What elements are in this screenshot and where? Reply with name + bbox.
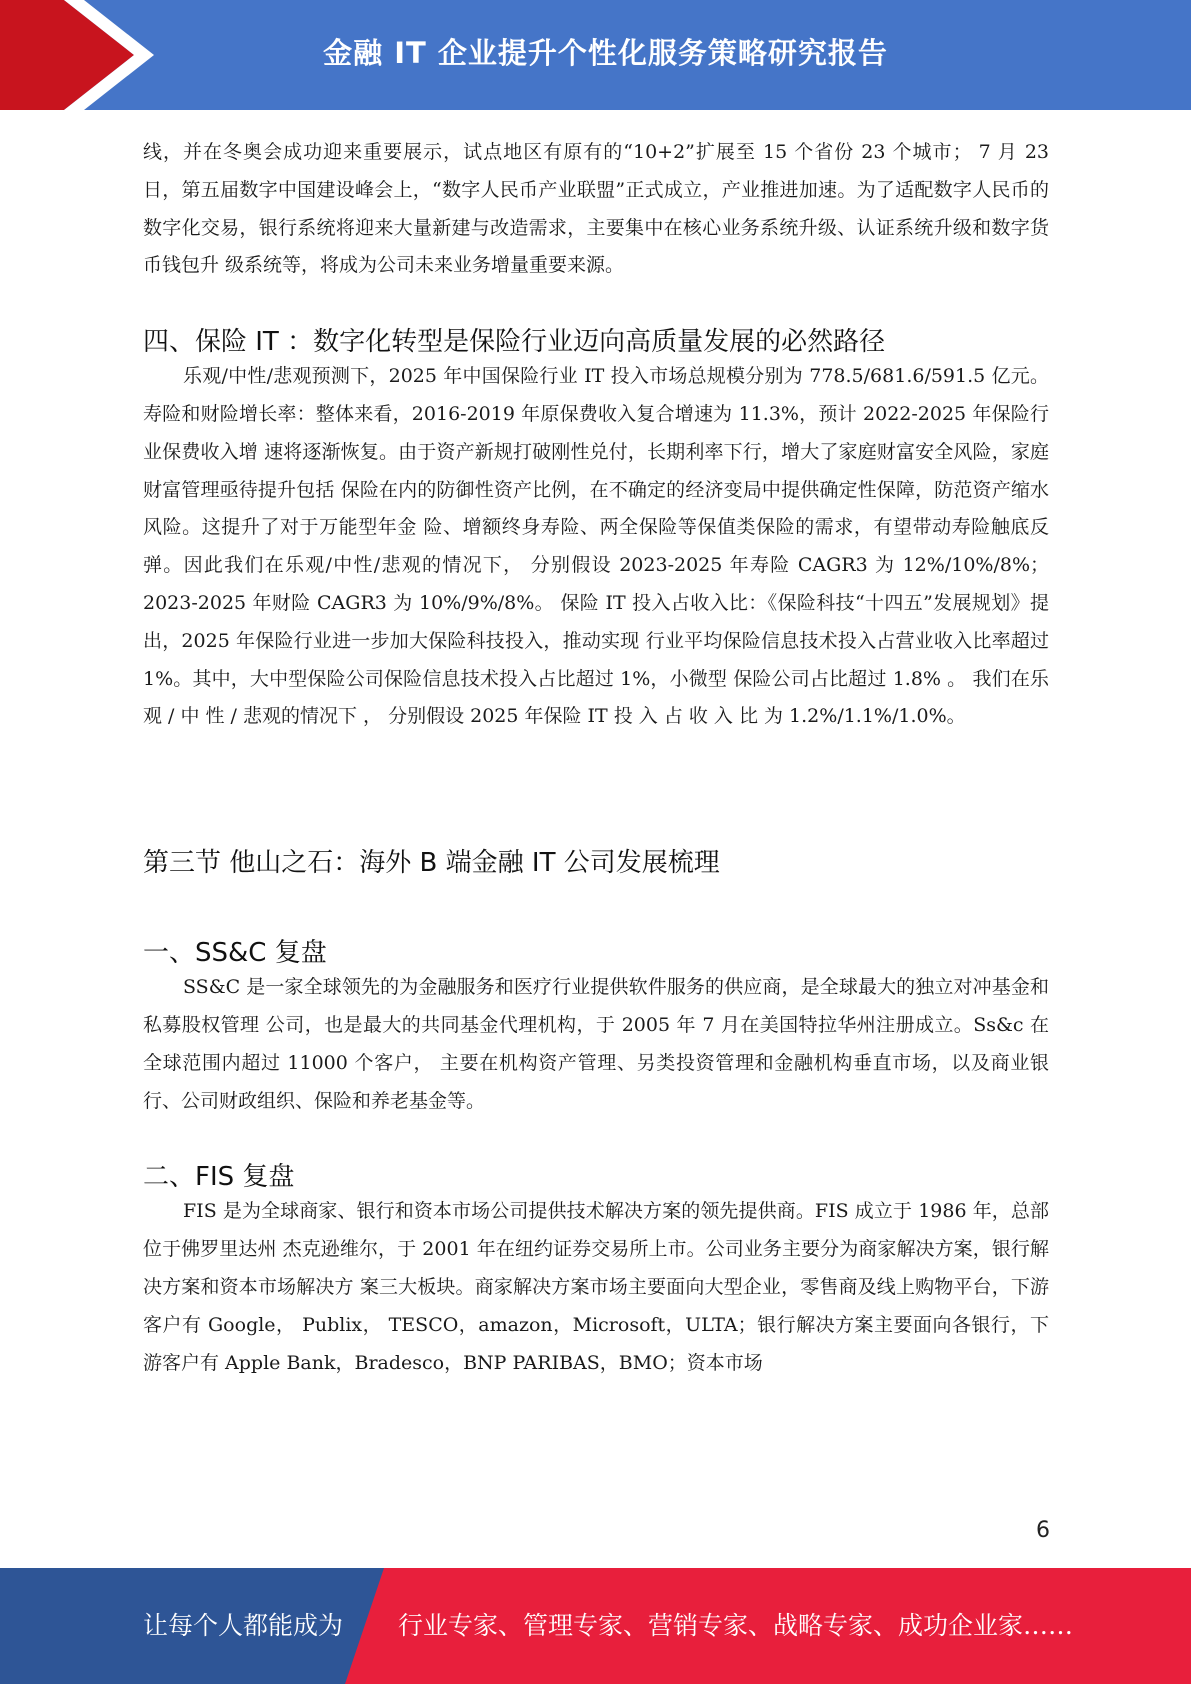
fis-paragraph: FIS 是为全球商家、银行和资本市场公司提供技术解决方案的领先提供商。FIS 成立于 1986 年，总部位于佛罗里达州 杰克逊维尔，于 2001 年在纽约证券交易所上市。公司业务主要分为商家解决方案，银行解决方案和资本市场解决方 案三大板块。商家解决方案市场主要面向大型企业，零售商及线上购物平台，下游客户有 Google， Publix， TESCO，amazon，Microsoft，ULTA；银行解决方案主要面向各银行，下游客户有 Apple Bank，Bradesco，BNP PARIBAS，BMO；资本市场 bbox=[143, 1200, 1049, 1374]
insurance-paragraph: 乐观/中性/悲观预测下，2025 年中国保险行业 IT 投入市场总规模分别为 778.5/681.6/591.5 亿元。 寿险和财险增长率：整体来看，2016-2019 年原保费收入复合增速为 11.3%，预计 2022-2025 年保险行业保费收入增 速将逐渐恢复。由于资产新规打破刚性兑付，长期利率下行，增大了家庭财富安全风险，家庭财富管理亟待提升包括 保险在内的防御性资产比例，在不确定的经济变局中提供确定性保障，防范资产缩水风险。这提升了对于万能型年金 险、增额终身寿险、两全保险等保值类保险的需求，有望带动寿险触底反弹。因此我们在乐观/中性/悲观的情况下， 分别假设 2023-2025 年寿险 CAGR3 为 12%/10%/8%；2023-2025 年财险 CAGR3 为 10%/9%/8%。 保险 IT 投入占收入比：《保险科技“十四五”发展规划》提出，2025 年保险行业进一步加大保险科技投入，推动实现 行业平均保险信息技术投入占营业收入比率超过 1%。其中，大中型保险公司保险信息技术投入占比超过 1%，小微型 保险公司占比超过 1.8% 。 我们在乐观 / 中 性 / 悲观的情况下 ， 分别假设 2025 年保险 IT 投 入 占 收 入 比 为 1.2%/1.1%/1.0%。 bbox=[143, 365, 1049, 728]
report-title: 金融 IT 企业提升个性化服务策略研究报告 bbox=[323, 35, 888, 70]
ssc-paragraph: SS&C 是一家全球领先的为金融服务和医疗行业提供软件服务的供应商，是全球最大的独立对冲基金和私募股权管理 公司，也是最大的共同基金代理机构，于 2005 年 7 月在美国特拉华州注册成立。Ss&c 在全球范围内超过 11000 个客户， 主要在机构资产管理、另类投资管理和金融机构垂直市场，以及商业银行、公司财政组织、保险和养老基金等。 bbox=[143, 976, 1049, 1112]
heading-fis-review: 二、FIS 复盘 bbox=[143, 1162, 295, 1193]
heading-section-3: 第三节 他山之石：海外 B 端金融 IT 公司发展梳理 bbox=[143, 848, 720, 879]
page-number: 6 bbox=[1036, 1518, 1050, 1543]
page-content bbox=[143, 134, 1049, 1382]
heading-insurance-it: 四、保险 IT ：数字化转型是保险行业迈向高质量发展的必然路径 bbox=[143, 327, 886, 358]
footer-slogan-right: 行业专家、管理专家、营销专家、战略专家、成功企业家…… bbox=[398, 1611, 1074, 1640]
footer-slogan-left: 让每个人都能成为 bbox=[143, 1611, 344, 1640]
page-footer bbox=[0, 1568, 1191, 1684]
page-header bbox=[0, 0, 1191, 110]
heading-ssc-review: 一、SS&C 复盘 bbox=[143, 938, 327, 969]
intro-paragraph: 线，并在冬奥会成功迎来重要展示，试点地区有原有的“10+2”扩展至 15 个省份 23 个城市； 7 月 23 日，第五届数字中国建设峰会上，“数字人民币产业联盟”正式成立，产业推进加速。为了适配数字人民币的 数字化交易，银行系统将迎来大量新建与改造需求，主要集中在核心业务系统升级、认证系统升级和数字货币钱包升 级系统等，将成为公司未来业务增量重要来源。 bbox=[143, 141, 1049, 277]
